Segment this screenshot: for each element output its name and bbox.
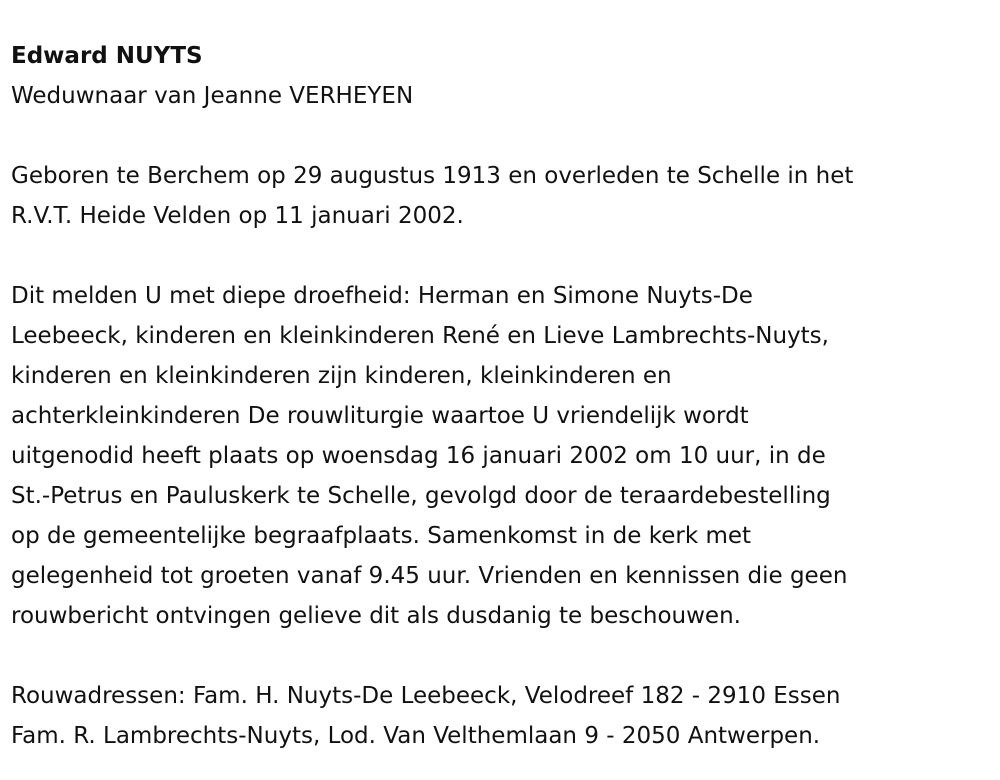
addresses-paragraph	[11, 676, 991, 756]
spouse-line: Weduwnaar van Jeanne VERHEYEN	[11, 83, 414, 109]
address-line: Fam. R. Lambrechts-Nuyts, Lod. Van Velthemlaan 9 - 2050 Antwerpen.	[11, 723, 821, 749]
birth-death-line: R.V.T. Heide Velden op 11 januari 2002.	[11, 203, 464, 229]
birth-death-line: Geboren te Berchem op 29 augustus 1913 en overleden te Schelle in het	[11, 163, 854, 189]
announcement-line: rouwbericht ontvingen gelieve dit als dusdanig te beschouwen.	[11, 603, 741, 629]
deceased-name: Edward NUYTS	[11, 43, 203, 69]
birth-death-paragraph	[11, 156, 991, 236]
announcement-line: kinderen en kleinkinderen zijn kinderen, kleinkinderen en	[11, 363, 672, 389]
announcement-line: uitgenodid heeft plaats op woensdag 16 januari 2002 om 10 uur, in de	[11, 443, 826, 469]
address-line: Rouwadressen: Fam. H. Nuyts-De Leebeeck, Velodreef 182 - 2910 Essen	[11, 683, 841, 709]
announcement-line: Leebeeck, kinderen en kleinkinderen René en Lieve Lambrechts-Nuyts,	[11, 323, 829, 349]
announcement-paragraph	[11, 276, 991, 636]
obituary-notice	[11, 36, 991, 756]
paragraph-gap	[11, 236, 991, 276]
announcement-line: St.-Petrus en Pauluskerk te Schelle, gevolgd door de teraardebestelling	[11, 483, 831, 509]
announcement-line: Dit melden U met diepe droefheid: Herman en Simone Nuyts-De	[11, 283, 753, 309]
paragraph-gap	[11, 636, 991, 676]
announcement-line: gelegenheid tot groeten vanaf 9.45 uur. Vrienden en kennissen die geen	[11, 563, 848, 589]
paragraph-gap	[11, 116, 991, 156]
announcement-line: op de gemeentelijke begraafplaats. Samenkomst in de kerk met	[11, 523, 752, 549]
announcement-line: achterkleinkinderen De rouwliturgie waartoe U vriendelijk wordt	[11, 403, 749, 429]
